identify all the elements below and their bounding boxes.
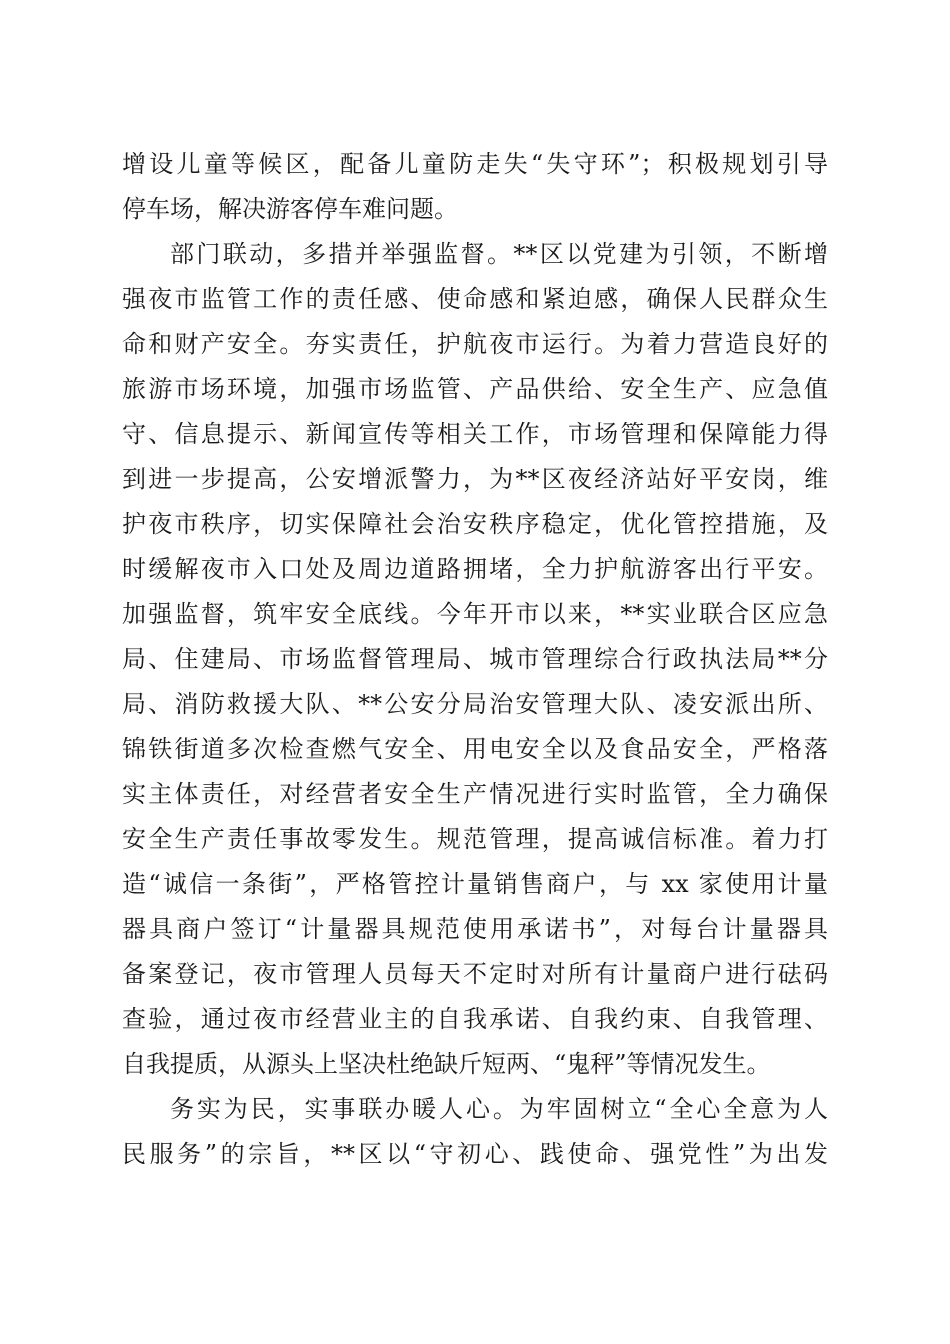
text-line: 时缓解夜市入口处及周边道路拥堵，全力护航游客出行平安。 — [122, 555, 828, 583]
text-line: 备案登记，夜市管理人员每天不定时对所有计量商户进行砝码 — [122, 960, 828, 988]
text-line: 自我提质，从源头上坚决杜绝缺斤短两、“鬼秤”等情况发生。 — [122, 1050, 771, 1078]
text-line: 命和财产安全。夯实责任，护航夜市运行。为着力营造良好的 — [122, 330, 828, 358]
text-line: 护夜市秩序，切实保障社会治安秩序稳定，优化管控措施，及 — [122, 510, 828, 538]
text-line: 停车场，解决游客停车难问题。 — [122, 195, 458, 223]
text-line: 强夜市监管工作的责任感、使命感和紧迫感，确保人民群众生 — [122, 285, 828, 313]
text-line: 锦铁街道多次检查燃气安全、用电安全以及食品安全，严格落 — [122, 735, 828, 763]
text-line: 局、消防救援大队、**公安分局治安管理大队、凌安派出所、 — [122, 690, 828, 718]
text-line: 到进一步提高，公安增派警力，为**区夜经济站好平安岗，维 — [122, 465, 828, 493]
text-line: 实主体责任，对经营者安全生产情况进行实时监管，全力确保 — [122, 780, 828, 808]
paragraph-heading-line: 部门联动，多措并举强监督。**区以党建为引领，不断增 — [170, 240, 828, 268]
text-line: 查验，通过夜市经营业主的自我承诺、自我约束、自我管理、 — [122, 1005, 828, 1033]
text-line: 民服务”的宗旨，**区以“守初心、践使命、强党性”为出发 — [122, 1140, 828, 1168]
text-line: 增设儿童等候区，配备儿童防走失“失守环”；积极规划引导 — [122, 150, 828, 178]
text-line: 局、住建局、市场监督管理局、城市管理综合行政执法局**分 — [122, 645, 828, 673]
text-line: 守、信息提示、新闻宣传等相关工作，市场管理和保障能力得 — [122, 420, 828, 448]
text-line: 造“诚信一条街”，严格管控计量销售商户，与 xx 家使用计量 — [122, 870, 828, 898]
text-line: 加强监督，筑牢安全底线。今年开市以来，**实业联合区应急 — [122, 600, 828, 628]
text-line: 旅游市场环境，加强市场监管、产品供给、安全生产、应急值 — [122, 375, 828, 403]
text-line: 安全生产责任事故零发生。规范管理，提高诚信标准。着力打 — [122, 825, 828, 853]
paragraph-heading-line: 务实为民，实事联办暖人心。为牢固树立“全心全意为人 — [170, 1095, 828, 1123]
text-line: 器具商户签订“计量器具规范使用承诺书”，对每台计量器具 — [122, 915, 828, 943]
